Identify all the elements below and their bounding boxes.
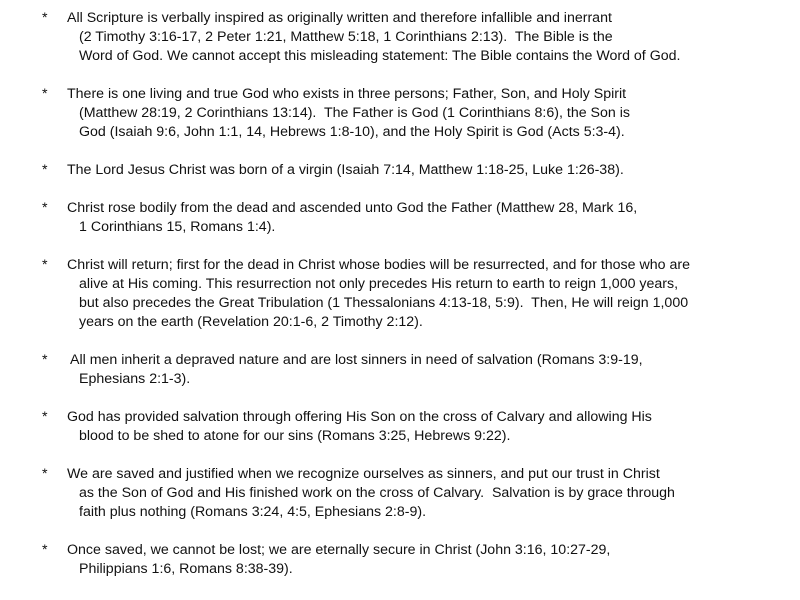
list-item-trinity (0, 85, 800, 142)
bullet-marker: * (42, 257, 48, 273)
item-text-line: God has provided salvation through offering His Son on the cross of Calvary and allowing His (67, 409, 652, 425)
item-text-line: All Scripture is verbally inspired as originally written and therefore infallible and inerrant (67, 10, 612, 26)
item-text-line: There is one living and true God who exists in three persons; Father, Son, and Holy Spirit (67, 86, 627, 102)
bullet-marker: * (42, 409, 48, 425)
item-text-line: Christ will return; first for the dead in Christ whose bodies will be resurrected, and for those who are (67, 257, 690, 273)
item-text-line: The Lord Jesus Christ was born of a virgin (Isaiah 7:14, Matthew 1:18-25, Luke 1:26-38). (67, 162, 624, 178)
item-text-line: Once saved, we cannot be lost; we are eternally secure in Christ (John 3:16, 10:27-29, (67, 542, 611, 558)
item-text-line: alive at His coming. This resurrection not only precedes His return to earth to reign 1,000 years, (79, 276, 679, 292)
list-item-resurrection (0, 199, 800, 237)
item-text-line: Ephesians 2:1-3). (79, 371, 191, 387)
item-text-line: (2 Timothy 3:16-17, 2 Peter 1:21, Matthew 5:18, 1 Corinthians 2:13). The Bible is the (79, 29, 613, 45)
list-item-depravity (0, 351, 800, 389)
item-text-line: (Matthew 28:19, 2 Corinthians 13:14). The Father is God (1 Corinthians 8:6), the Son is (79, 105, 630, 121)
bullet-marker: * (42, 352, 48, 368)
item-text-line: but also precedes the Great Tribulation (1 Thessalonians 4:13-18, 5:9). Then, He will reign 1,000 (79, 295, 689, 311)
list-item-eternal-security (0, 541, 800, 579)
item-text-line: faith plus nothing (Romans 3:24, 4:5, Ephesians 2:8-9). (79, 504, 427, 520)
list-item-justification (0, 465, 800, 522)
item-text-line: God (Isaiah 9:6, John 1:1, 14, Hebrews 1:8-10), and the Holy Spirit is God (Acts 5:3-4). (79, 124, 625, 140)
item-text-line: All men inherit a depraved nature and are lost sinners in need of salvation (Romans 3:9-19, (70, 352, 643, 368)
list-item-salvation-provided (0, 408, 800, 446)
item-text-line: Philippians 1:6, Romans 8:38-39). (79, 561, 293, 577)
bullet-marker: * (42, 466, 48, 482)
item-text-line: years on the earth (Revelation 20:1-6, 2 Timothy 2:12). (79, 314, 423, 330)
item-text-line: blood to be shed to atone for our sins (Romans 3:25, Hebrews 9:22). (79, 428, 511, 444)
bullet-marker: * (42, 10, 48, 26)
list-item-virgin-birth (0, 161, 800, 180)
doctrinal-statement-list (0, 9, 800, 579)
item-text-line: Christ rose bodily from the dead and ascended unto God the Father (Matthew 28, Mark 16, (67, 200, 638, 216)
bullet-marker: * (42, 200, 48, 216)
bullet-marker: * (42, 162, 48, 178)
bullet-marker: * (42, 86, 48, 102)
item-text-line: as the Son of God and His finished work on the cross of Calvary. Salvation is by grace through (79, 485, 675, 501)
bullet-marker: * (42, 542, 48, 558)
list-item-scripture (0, 9, 800, 66)
item-text-line: We are saved and justified when we recognize ourselves as sinners, and put our trust in Christ (67, 466, 660, 482)
list-item-return (0, 256, 800, 332)
item-text-line: 1 Corinthians 15, Romans 1:4). (79, 219, 276, 235)
item-text-line: Word of God. We cannot accept this misleading statement: The Bible contains the Word of God. (79, 48, 681, 64)
